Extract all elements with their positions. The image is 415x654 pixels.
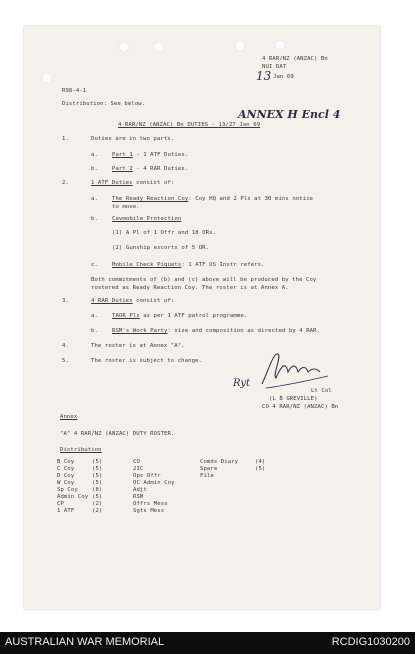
punch-hole (42, 73, 52, 83)
para-1a-letter: a. (91, 152, 98, 158)
punch-hole (119, 42, 129, 52)
para-2c-letter: c. (91, 262, 98, 268)
para-2c-text: Mobile Check Piquets: 1 ATF OS Instr refers. (112, 262, 265, 268)
punch-hole (275, 40, 285, 50)
archive-name: AUSTRALIAN WAR MEMORIAL (5, 636, 165, 648)
para-3-number: 3. (62, 298, 69, 304)
para-2b-item-1: (1) A Pl of 1 Offr and 18 ORs. (112, 230, 217, 236)
list-item: CO (133, 459, 140, 465)
list-item: Admin Coy (57, 494, 89, 500)
para-2-number: 2. (62, 180, 69, 186)
para-1-number: 1. (62, 136, 69, 142)
date: Jan 69 (273, 74, 294, 80)
distribution-heading: Distribution (60, 447, 102, 453)
distribution-line: Distribution: See below. (62, 101, 146, 107)
list-item-count: (5) (255, 466, 266, 472)
signature (252, 346, 332, 394)
para-5-text: The roster is subject to change. (91, 358, 202, 364)
para-4-text: The roster is at Annex "A". (91, 343, 185, 349)
handwritten-initials: Ryt (233, 378, 251, 389)
list-item-count: (5) (92, 466, 103, 472)
list-item-count: (5) (92, 473, 103, 479)
list-item: 1 ATF (57, 508, 75, 514)
para-5-number: 5. (62, 358, 69, 364)
list-item: Comds Diary (200, 459, 239, 465)
list-item-count: (5) (92, 480, 103, 486)
list-item-count: (5) (92, 459, 103, 465)
para-2-text: 1 ATF Duties consist of: (91, 180, 175, 186)
unit-header: 4 RAR/NZ (ANZAC) Bn (262, 56, 328, 62)
signatory-appointment: CO 4 RAR/NZ (ANZAC) Bn (262, 404, 339, 410)
list-item: Ops Offr (133, 473, 161, 479)
para-1-text: Duties are in two parts. (91, 136, 175, 142)
list-item: W Coy (57, 480, 75, 486)
list-item: Sp Coy (57, 487, 78, 493)
para-2b-item-2: (2) Gunship escorts of 5 OR. (112, 245, 210, 251)
list-item: D Coy (57, 473, 75, 479)
file-reference: R98-4-1 (62, 88, 87, 94)
list-item: File (200, 473, 214, 479)
list-item: CP (57, 501, 64, 507)
para-2-note-line-2: rostered as Ready Reaction Coy. The roster is at Annex A. (91, 285, 289, 291)
list-item: C Coy (57, 466, 75, 472)
para-4-number: 4. (62, 343, 69, 349)
signatory-name: (L B GREVILLE) (269, 396, 318, 402)
para-1a-text: Part 1 - 1 ATF Duties. (112, 152, 189, 158)
para-2a-text: The Ready Reaction Coy: Coy HQ and 2 Pls at 30 mins notice (112, 196, 314, 202)
list-item-count: (2) (92, 501, 103, 507)
list-item-count: (4) (255, 459, 266, 465)
list-item: Sgts Mess (133, 508, 165, 514)
annex-title: "A" 4 RAR/NZ (ANZAC) DUTY ROSTER. (60, 431, 175, 437)
punch-hole (154, 42, 164, 52)
para-3b-text: RSM's Work Party: size and composition as directed by 4 RAR. (112, 328, 321, 334)
para-3a-text: TAOR Pls as per 1 ATF patrol programme. (112, 313, 248, 319)
archive-reference: RCDIG1030200 (331, 636, 410, 648)
para-2b-letter: b. (91, 216, 98, 222)
list-item: OC Admin Coy (133, 480, 175, 486)
document-title: 4 RAR/NZ (ANZAC) Bn DUTIES - 13/27 Jan 69 (118, 122, 261, 128)
para-3b-letter: b. (91, 328, 98, 334)
para-2b-heading: Cavmobile Protection (112, 216, 182, 222)
list-item: Spare (200, 466, 218, 472)
handwritten-annex-annotation: ANNEX H Encl 4 (238, 108, 341, 121)
signatory-rank: Lt Col (311, 388, 332, 394)
list-item: Offrs Mess (133, 501, 168, 507)
location: NUI DAT (262, 64, 287, 70)
punch-hole (235, 41, 245, 51)
list-item-count: (5) (92, 494, 103, 500)
list-item-count: (2) (92, 508, 103, 514)
archive-footer (0, 632, 415, 654)
para-3-text: 4 RAR Duties consist of: (91, 298, 175, 304)
para-1b-letter: b. (91, 166, 98, 172)
handwritten-date-day: 13 (256, 69, 272, 83)
list-item-count: (8) (92, 487, 103, 493)
para-3a-letter: a. (91, 313, 98, 319)
para-1b-text: Part 2 - 4 RAR Duties. (112, 166, 189, 172)
list-item: B Coy (57, 459, 75, 465)
annex-label: Annex (60, 414, 78, 420)
list-item: RSM (133, 494, 144, 500)
list-item: Adjt (133, 487, 147, 493)
para-2a-letter: a. (91, 196, 98, 202)
para-2a-text-cont: to move. (112, 204, 140, 210)
para-2-note-line-1: Both commitments of (b) and (c) above will be produced by the Coy (91, 277, 317, 283)
list-item: 2IC (133, 466, 144, 472)
